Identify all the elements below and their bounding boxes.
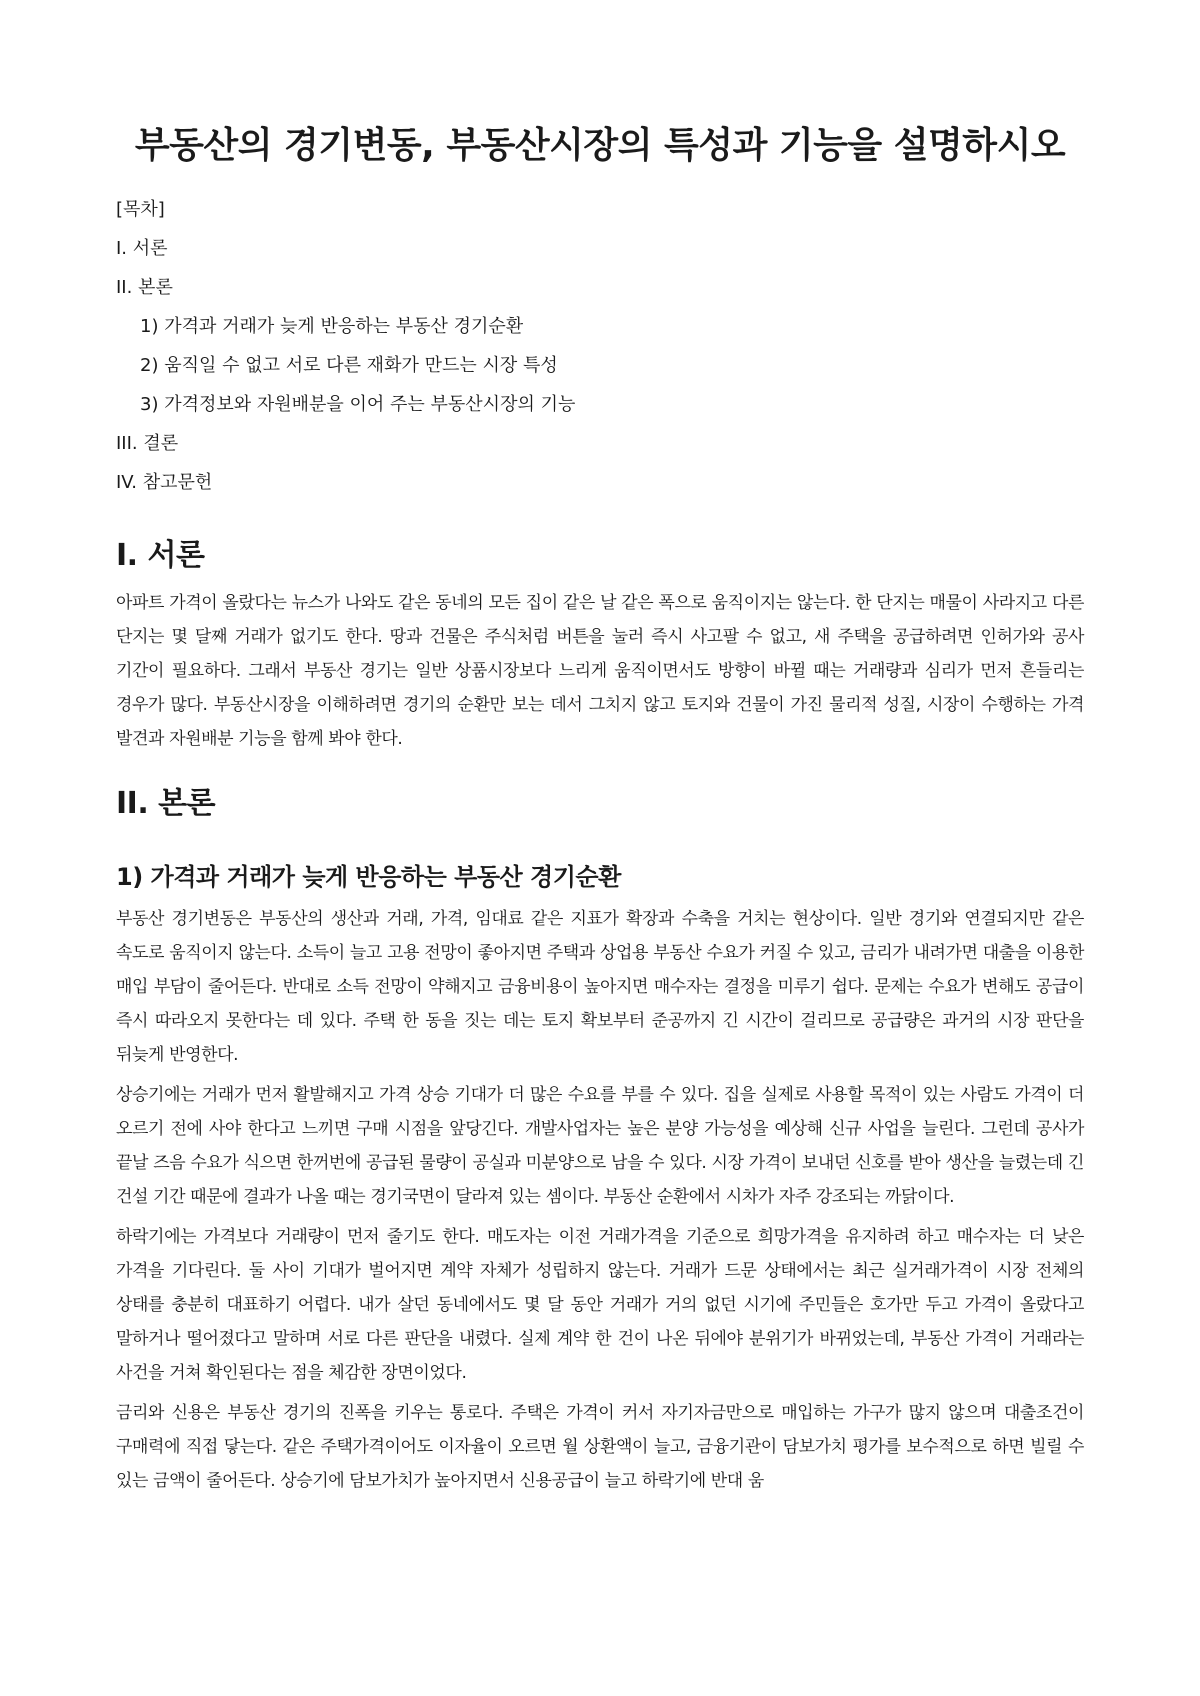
toc-item-body-3: 3) 가격정보와 자원배분을 이어 주는 부동산시장의 기능	[140, 394, 576, 415]
table-of-contents	[116, 190, 1084, 502]
toc-item-body-2: 2) 움직일 수 없고 서로 다른 재화가 만드는 시장 특성	[140, 355, 558, 376]
toc-item-conclusion: III. 결론	[116, 433, 179, 454]
section-heading-intro: I. 서론	[116, 538, 205, 573]
toc-item-body-1: 1) 가격과 거래가 늦게 반응하는 부동산 경기순환	[140, 316, 524, 337]
body-paragraph-1: 부동산 경기변동은 부동산의 생산과 거래, 가격, 임대료 같은 지표가 확장과 수축을 거치는 현상이다. 일반 경기와 연결되지만 같은 속도로 움직이지 않는다. 소득이 늘고 고용 전망이 좋아지면 주택과 상업용 부동산 수요가 커질 수 있고, 금리가 내려가면 대출을 이용한 매입 부담이 줄어든다. 반대로 소득 전망이 약해지고 금융비용이 높아지면 매수자는 결정을 미루기 쉽다. 문제는 수요가 변해도 공급이 즉시 따라오지 못한다는 데 있다. 주택 한 동을 짓는 데는 토지 확보부터 준공까지 긴 시간이 걸리므로 공급량은 과거의 시장 판단을 뒤늦게 반영한다.	[116, 909, 1085, 1065]
document-title: 부동산의 경기변동, 부동산시장의 특성과 기능을 설명하시오	[134, 125, 1066, 166]
toc-item-intro: I. 서론	[116, 238, 168, 259]
intro-paragraph: 아파트 가격이 올랐다는 뉴스가 나와도 같은 동네의 모든 집이 같은 날 같은 폭으로 움직이지는 않는다. 한 단지는 매물이 사라지고 다른 단지는 몇 달째 거래가 없기도 한다. 땅과 건물은 주식처럼 버튼을 눌러 즉시 사고팔 수 없고, 새 주택을 공급하려면 인허가와 공사 기간이 필요하다. 그래서 부동산 경기는 일반 상품시장보다 느리게 움직이면서도 방향이 바뀔 때는 거래량과 심리가 먼저 흔들리는 경우가 많다. 부동산시장을 이해하려면 경기의 순환만 보는 데서 그치지 않고 토지와 건물이 가진 물리적 성질, 시장이 수행하는 가격 발견과 자원배분 기능을 함께 봐야 한다.	[116, 593, 1084, 749]
section-heading-body: II. 본론	[116, 786, 216, 821]
toc-label: [목차]	[116, 199, 165, 220]
toc-item-references: IV. 참고문헌	[116, 472, 213, 493]
body-paragraph-3: 하락기에는 가격보다 거래량이 먼저 줄기도 한다. 매도자는 이전 거래가격을 기준으로 희망가격을 유지하려 하고 매수자는 더 낮은 가격을 기다린다. 둘 사이 기대가 벌어지면 계약 자체가 성립하지 않는다. 거래가 드문 상태에서는 최근 실거래가격이 시장 전체의 상태를 충분히 대표하기 어렵다. 내가 살던 동네에서도 몇 달 동안 거래가 거의 없던 시기에 주민들은 호가만 두고 가격이 올랐다고 말하거나 떨어졌다고 말하며 서로 다른 판단을 내렸다. 실제 계약 한 건이 나온 뒤에야 분위기가 바뀌었는데, 부동산 가격이 거래라는 사건을 거쳐 확인된다는 점을 체감한 장면이었다.	[116, 1227, 1084, 1383]
toc-item-body: II. 본론	[116, 277, 173, 298]
body-paragraph-2: 상승기에는 거래가 먼저 활발해지고 가격 상승 기대가 더 많은 수요를 부를 수 있다. 집을 실제로 사용할 목적이 있는 사람도 가격이 더 오르기 전에 사야 한다고 느끼면 구매 시점을 앞당긴다. 개발사업자는 높은 분양 가능성을 예상해 신규 사업을 늘린다. 그런데 공사가 끝날 즈음 수요가 식으면 한꺼번에 공급된 물량이 공실과 미분양으로 남을 수 있다. 시장 가격이 보내던 신호를 받아 생산을 늘렸는데 긴 건설 기간 때문에 결과가 나올 때는 경기국면이 달라져 있는 셈이다. 부동산 순환에서 시차가 자주 강조되는 까닭이다.	[116, 1085, 1084, 1207]
subsection-heading-1: 1) 가격과 거래가 늦게 반응하는 부동산 경기순환	[116, 863, 621, 891]
body-paragraph-4: 금리와 신용은 부동산 경기의 진폭을 키우는 통로다. 주택은 가격이 커서 자기자금만으로 매입하는 가구가 많지 않으며 대출조건이 구매력에 직접 닿는다. 같은 주택가격이어도 이자율이 오르면 월 상환액이 늘고, 금융기관이 담보가치 평가를 보수적으로 하면 빌릴 수 있는 금액이 줄어든다. 상승기에 담보가치가 높아지면서 신용공급이 늘고 하락기에 반대 움	[116, 1403, 1084, 1491]
